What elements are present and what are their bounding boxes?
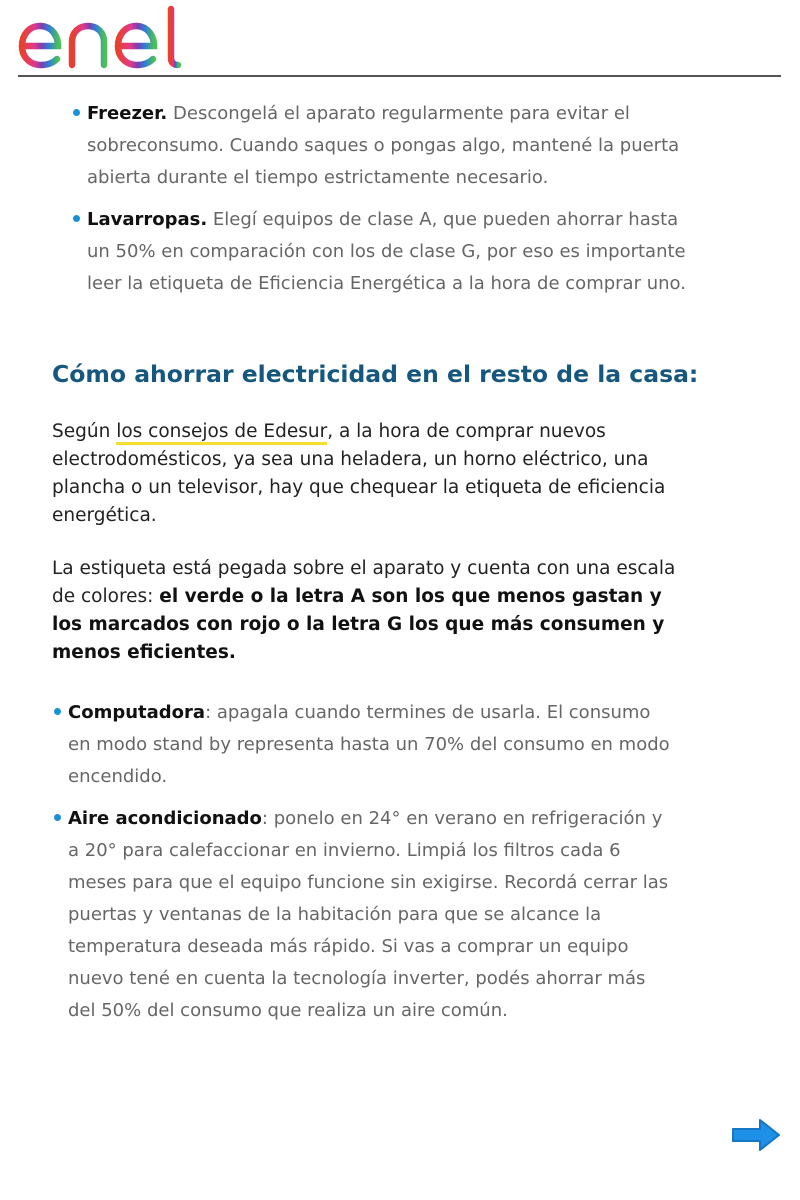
bullet-dot-icon — [54, 814, 61, 821]
edesur-advice-paragraph — [52, 418, 692, 530]
section-title: Cómo ahorrar electricidad en el resto de la casa: — [52, 360, 699, 388]
enel-logo[interactable] — [18, 6, 183, 72]
list-item-label: Lavarropas. — [87, 209, 208, 230]
home-tips-list — [68, 697, 678, 1037]
list-item-computadora — [68, 697, 678, 793]
list-item-text: : apagala cuando termines de usarla. El consumo en modo stand by representa hasta un 70% del consumo en modo encendido. — [68, 702, 670, 787]
paragraph-bold-text: el verde o la letra A son los que menos gastan y los marcados con rojo o la letra G los que más consumen y menos eficientes. — [52, 586, 665, 663]
bullet-dot-icon — [73, 109, 80, 116]
list-item-label: Computadora — [68, 702, 206, 723]
paragraph-text: , a la hora de comprar nuevos electrodomésticos, ya sea una heladera, un horno eléctrico, una plancha o un televisor, hay que chequear la etiqueta de eficiencia energética. — [52, 421, 666, 526]
list-item-lavarropas — [87, 204, 687, 300]
list-item-text: Elegí equipos de clase A, que pueden ahorrar hasta un 50% en comparación con los de clase G, por eso es importante leer la etiqueta de Eficiencia Energética a la hora de comprar uno. — [87, 209, 686, 294]
edesur-advice-link[interactable]: los consejos de Edesur — [116, 421, 327, 445]
list-item-text: Descongelá el aparato regularmente para evitar el sobreconsumo. Cuando saques o pongas algo, mantené la puerta abierta durante el tiempo estrictamente necesario. — [87, 103, 680, 188]
label-explanation-paragraph — [52, 555, 692, 667]
list-item-label: Aire acondicionado — [68, 808, 262, 829]
list-item-aire-acondicionado — [68, 803, 678, 1027]
appliance-tips-list — [87, 98, 687, 310]
paragraph-text: Según — [52, 421, 117, 442]
list-item-label: Freezer. — [87, 103, 168, 124]
list-item-text: : ponelo en 24° en verano en refrigeración y a 20° para calefaccionar en invierno. Limpiá los filtros cada 6 meses para que el equipo funcione sin exigirse. Recordá cerrar las puertas y ventanas de la habitación para que se alcance la temperatura deseada más rápido. Si vas a comprar un equipo nuevo tené en cuenta la tecnología inverter, podés ahorrar más del 50% del consumo que realiza un aire común. — [68, 808, 669, 1021]
arrow-right-icon[interactable] — [730, 1117, 782, 1153]
list-item-freezer — [87, 98, 687, 194]
bullet-dot-icon — [54, 708, 61, 715]
bullet-dot-icon — [73, 215, 80, 222]
site-header — [18, 0, 781, 77]
paragraph-text: La estiqueta está pegada sobre el aparato y cuenta con una escala de colores: — [52, 558, 676, 607]
